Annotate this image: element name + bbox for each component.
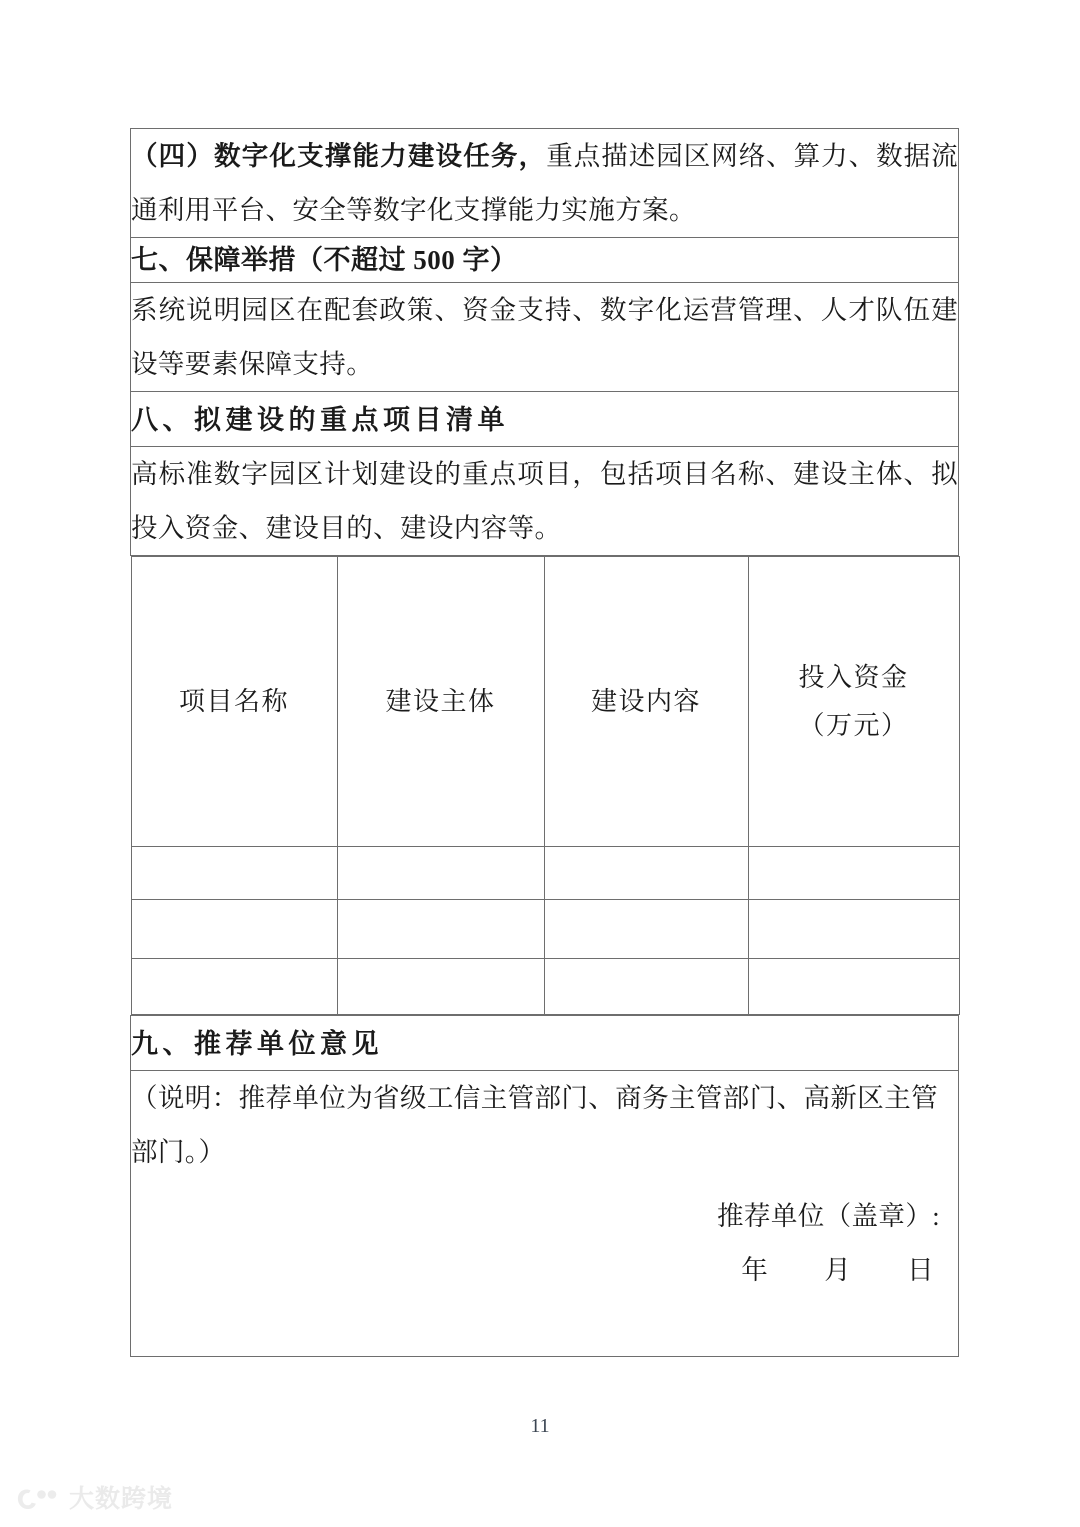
section-seven-body-cell — [131, 283, 959, 392]
date-month-label: 月 — [824, 1255, 852, 1285]
project-table-header-build-entity — [337, 557, 544, 847]
watermark — [14, 1484, 173, 1514]
item-four-paragraph — [131, 129, 958, 237]
project-cell-entity[interactable] — [337, 959, 544, 1015]
project-cell-investment[interactable] — [748, 959, 959, 1015]
project-cell-content[interactable] — [544, 900, 748, 959]
project-list-table — [131, 556, 960, 1015]
section-nine-body-cell — [131, 1071, 959, 1357]
section-eight-body: 高标准数字园区计划建设的重点项目，包括项目名称、建设主体、拟投入资金、建设目的、建设内容等。 — [131, 459, 958, 543]
date-day-label: 日 — [907, 1255, 934, 1285]
form-row-section-eight-heading — [131, 392, 959, 447]
header-label-investment-line1: 投入资金 — [798, 662, 909, 692]
project-cell-investment[interactable] — [748, 900, 959, 959]
item-four-lead: （四）数字化支撑能力建设任务， — [131, 141, 547, 171]
date-year-label: 年 — [741, 1255, 769, 1285]
header-label-build-content: 建设内容 — [590, 686, 701, 716]
header-label-investment-line2: （万元） — [798, 710, 909, 740]
project-table-row[interactable] — [131, 847, 959, 900]
project-cell-entity[interactable] — [337, 900, 544, 959]
brand-logo-icon — [14, 1484, 60, 1514]
watermark-text: 大数跨境 — [69, 1485, 174, 1513]
project-table-header-project-name — [131, 557, 337, 847]
section-eight-heading-cell — [131, 392, 959, 447]
section-seven-heading-cell — [131, 238, 959, 283]
section-nine-heading-cell — [131, 1016, 959, 1071]
section-nine-note: （说明：推荐单位为省级工信主管部门、商务主管部门、高新区主管部门。） — [131, 1083, 938, 1167]
section-nine-heading: 九、推荐单位意见 — [131, 1029, 383, 1059]
form-row-section-nine-body — [131, 1071, 959, 1357]
form-row-section-eight-body — [131, 447, 959, 556]
project-table-header-row — [131, 557, 959, 847]
section-eight-body-cell — [131, 447, 959, 556]
header-label-build-entity: 建设主体 — [385, 686, 496, 716]
item-four-rest: 重点描述园区网络、算力、数据流通利用平台、安全等数字化支撑能力实施方案。 — [131, 141, 959, 225]
form-row-section-seven-heading — [131, 238, 959, 283]
project-table-header-build-content — [544, 557, 748, 847]
form-row-item-four — [131, 129, 959, 238]
section-eight-heading: 八、拟建设的重点项目清单 — [131, 405, 509, 435]
page-number: 11 — [530, 1415, 550, 1437]
item-four-cell — [131, 129, 959, 238]
project-table-row[interactable] — [131, 900, 959, 959]
signature-date-line — [131, 1243, 958, 1297]
project-table-wrapper-cell — [131, 556, 959, 1016]
project-cell-content[interactable] — [544, 959, 748, 1015]
application-form-table — [130, 128, 959, 1357]
project-cell-name[interactable] — [131, 900, 337, 959]
project-cell-entity[interactable] — [337, 847, 544, 900]
form-row-section-nine-heading — [131, 1016, 959, 1071]
section-seven-body: 系统说明园区在配套政策、资金支持、数字化运营管理、人才队伍建设等要素保障支持。 — [131, 295, 958, 379]
form-row-section-seven-body — [131, 283, 959, 392]
section-seven-heading: 七、保障举措（不超过 500 字） — [131, 245, 518, 275]
project-table-header-investment — [748, 557, 959, 847]
header-label-project-name: 项目名称 — [178, 686, 289, 716]
recommend-unit-seal-label: 推荐单位（盖章）: — [717, 1201, 940, 1231]
project-cell-content[interactable] — [544, 847, 748, 900]
project-cell-name[interactable] — [131, 847, 337, 900]
form-row-project-table — [131, 556, 959, 1016]
project-table-row[interactable] — [131, 959, 959, 1015]
project-cell-investment[interactable] — [748, 847, 959, 900]
project-cell-name[interactable] — [131, 959, 337, 1015]
